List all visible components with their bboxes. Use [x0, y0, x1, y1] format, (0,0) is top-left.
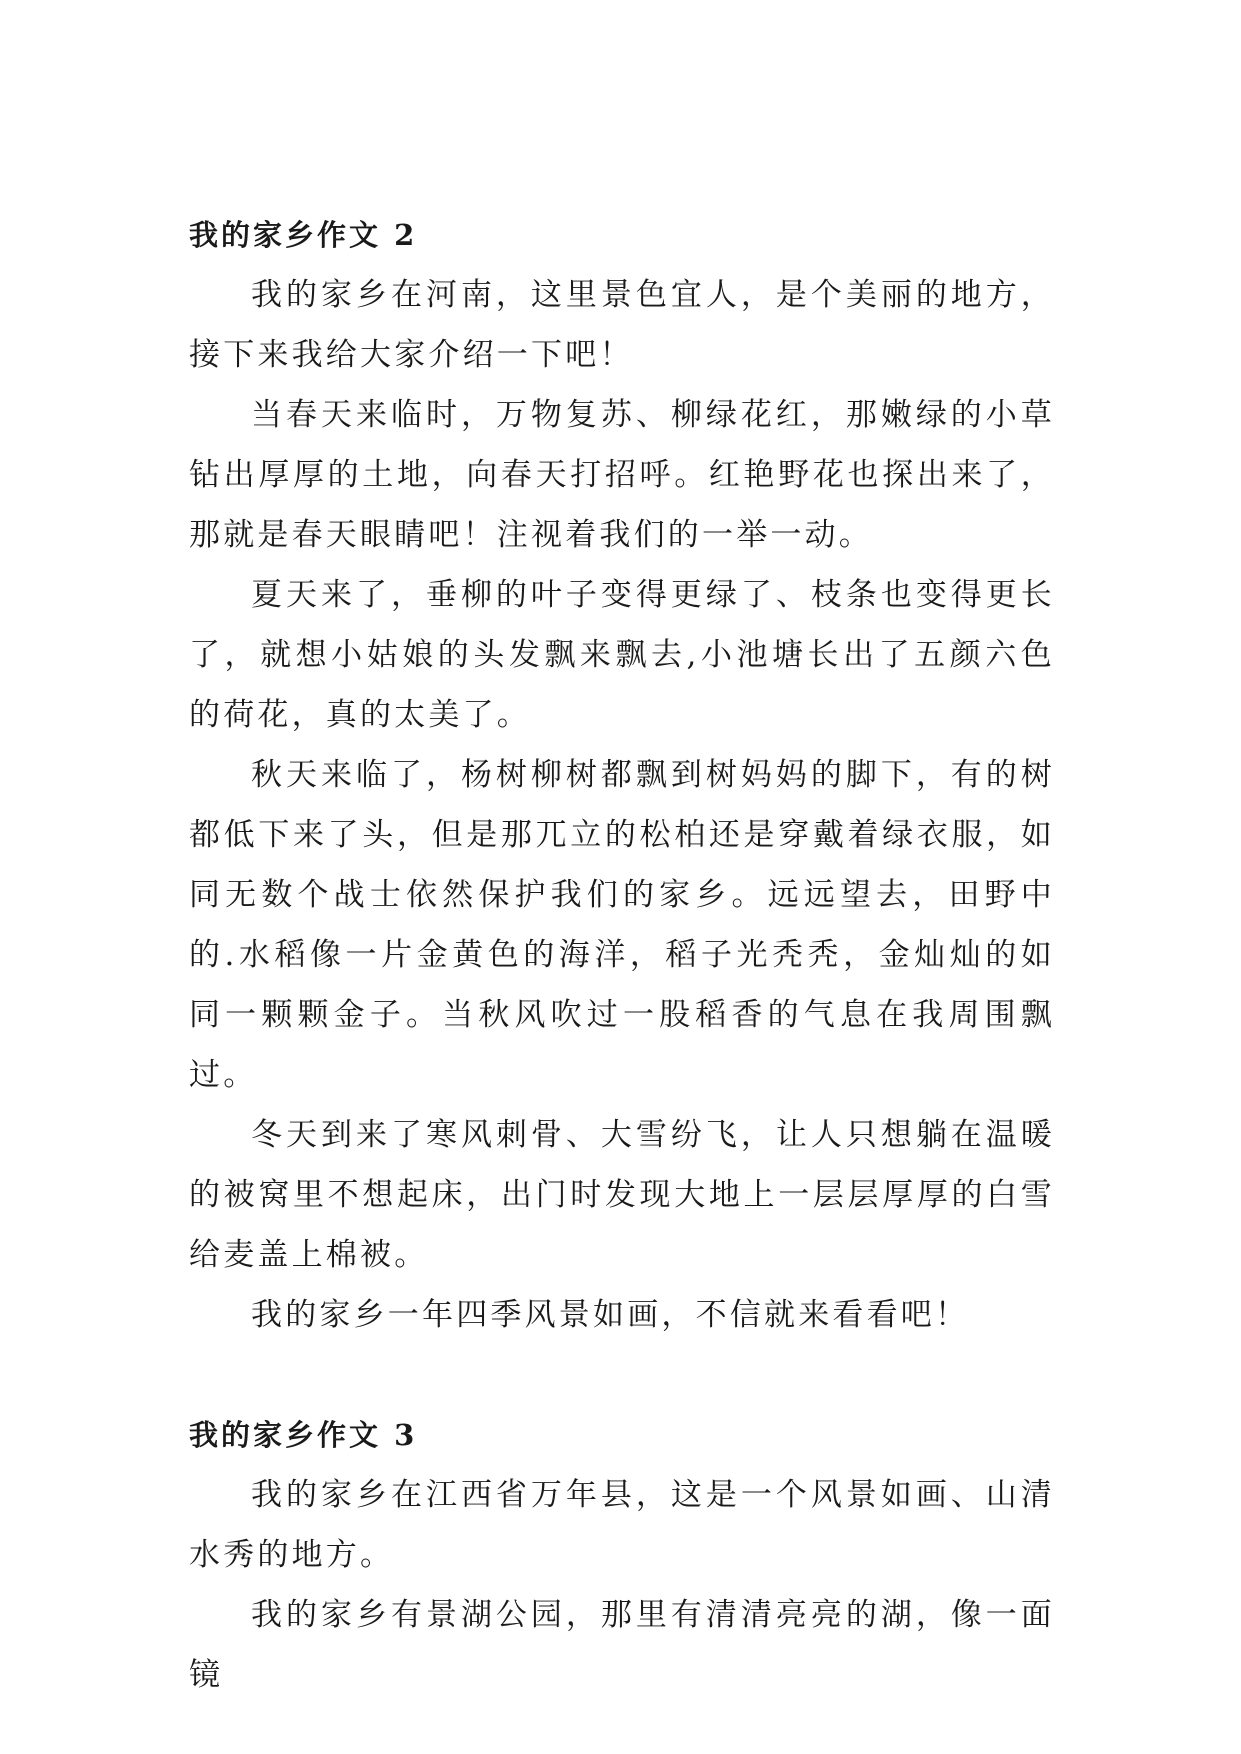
section-spacer [189, 1345, 1055, 1405]
essay-paragraph: 我的家乡在河南，这里景色宜人，是个美丽的地方，接下来我给大家介绍一下吧！ [189, 277, 1055, 373]
essay-paragraph: 秋天来临了，杨树柳树都飘到树妈妈的脚下，有的树都低下来了头，但是那兀立的松柏还是穿戴着绿衣服，如同无数个战士依然保护我们的家乡。远远望去，田野中的.水稻像一片金黄色的海洋，稻子光秃秃，金灿灿的如同一颗颗金子。当秋风吹过一股稻香的气息在我周围飘过。 [189, 757, 1055, 1093]
essay-paragraph: 夏天来了，垂柳的叶子变得更绿了、枝条也变得更长了，就想小姑娘的头发飘来飘去,小池塘长出了五颜六色的荷花，真的太美了。 [189, 577, 1055, 733]
essay-paragraph: 冬天到来了寒风刺骨、大雪纷飞，让人只想躺在温暖的被窝里不想起床，出门时发现大地上一层层厚厚的白雪给麦盖上棉被。 [189, 1117, 1055, 1273]
essay-title: 我的家乡作文 3 [189, 1418, 418, 1452]
document-page [189, 205, 1055, 1705]
essay-paragraph: 我的家乡在江西省万年县，这是一个风景如画、山清水秀的地方。 [189, 1477, 1055, 1573]
essay-3 [189, 1405, 1055, 1705]
essay-paragraph: 当春天来临时，万物复苏、柳绿花红，那嫩绿的小草钻出厚厚的土地，向春天打招呼。红艳野花也探出来了，那就是春天眼睛吧！注视着我们的一举一动。 [189, 397, 1055, 553]
essay-title: 我的家乡作文 2 [189, 218, 418, 252]
essay-2 [189, 205, 1055, 1345]
essay-paragraph: 我的家乡一年四季风景如画，不信就来看看吧！ [251, 1297, 970, 1333]
essay-paragraph: 我的家乡有景湖公园，那里有清清亮亮的湖，像一面镜 [189, 1597, 1055, 1693]
